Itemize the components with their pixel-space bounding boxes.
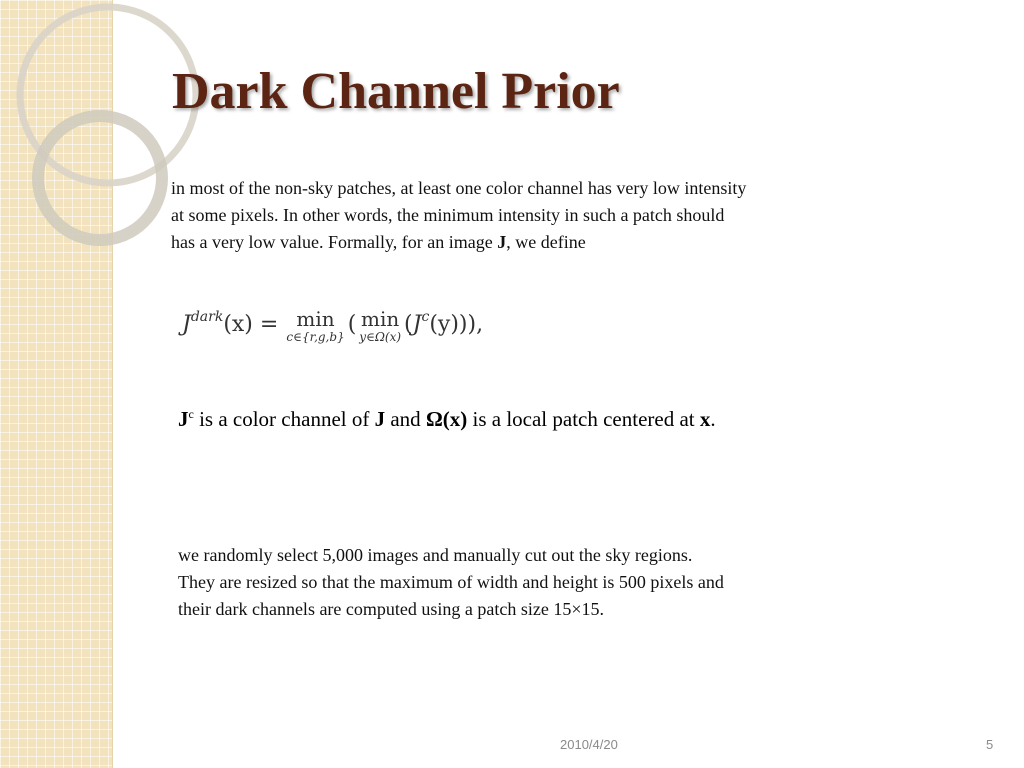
formula-lhs-superscript: dark [190, 309, 224, 325]
slide-title: Dark Channel Prior [172, 63, 620, 120]
formula-inner-superscript: c [421, 309, 430, 325]
def-omega: Ω(x) [425, 407, 468, 431]
intro-line-3-post: , we define [506, 232, 586, 252]
formula-open-paren: ( [347, 312, 357, 337]
def-j2: J [374, 407, 386, 431]
formula-min2-sub: y∈Ω(x) [359, 330, 402, 344]
formula-min-channel [286, 308, 344, 344]
formula-min-patch [359, 308, 401, 344]
dark-channel-formula [182, 308, 483, 344]
experiment-line-1: we randomly select 5,000 images and manually cut out the sky regions. [178, 545, 693, 565]
def-t2: and [385, 407, 426, 431]
image-symbol: J [497, 232, 507, 252]
def-c: c [188, 407, 194, 421]
def-t3: is a local patch centered at [467, 407, 700, 431]
intro-line-2: at some pixels. In other words, the minimum intensity in such a patch should [171, 205, 725, 225]
formula-inner-symbol: J [412, 312, 422, 337]
definition-line [178, 407, 716, 432]
def-t1: is a color channel of [193, 407, 375, 431]
intro-line-3 [171, 229, 911, 256]
formula-min1: min [296, 307, 335, 331]
decorative-rings [0, 0, 200, 260]
formula-inner-open: ( [404, 312, 413, 337]
formula-min2: min [361, 307, 400, 331]
experiment-line-3: their dark channels are computed using a patch size 15×15. [178, 599, 605, 619]
intro-line-3-pre: has a very low value. Formally, for an image [171, 232, 498, 252]
intro-paragraph [171, 175, 911, 256]
intro-line-1: in most of the non-sky patches, at least one color channel has very low intensity [171, 178, 747, 198]
def-t4: . [710, 407, 716, 431]
page-number: 5 [986, 737, 994, 752]
experiment-line-2: They are resized so that the maximum of width and height is 500 pixels and [178, 572, 724, 592]
formula-lhs-arg: (x) = [223, 312, 279, 337]
footer-date: 2010/4/20 [560, 737, 618, 752]
def-j: J [178, 407, 189, 431]
def-x: x [699, 407, 711, 431]
experiment-paragraph [178, 542, 918, 623]
formula-inner-arg: (y))), [429, 312, 484, 337]
formula-lhs-symbol: J [182, 312, 191, 337]
formula-min1-sub: c∈{r,g,b} [286, 330, 345, 344]
